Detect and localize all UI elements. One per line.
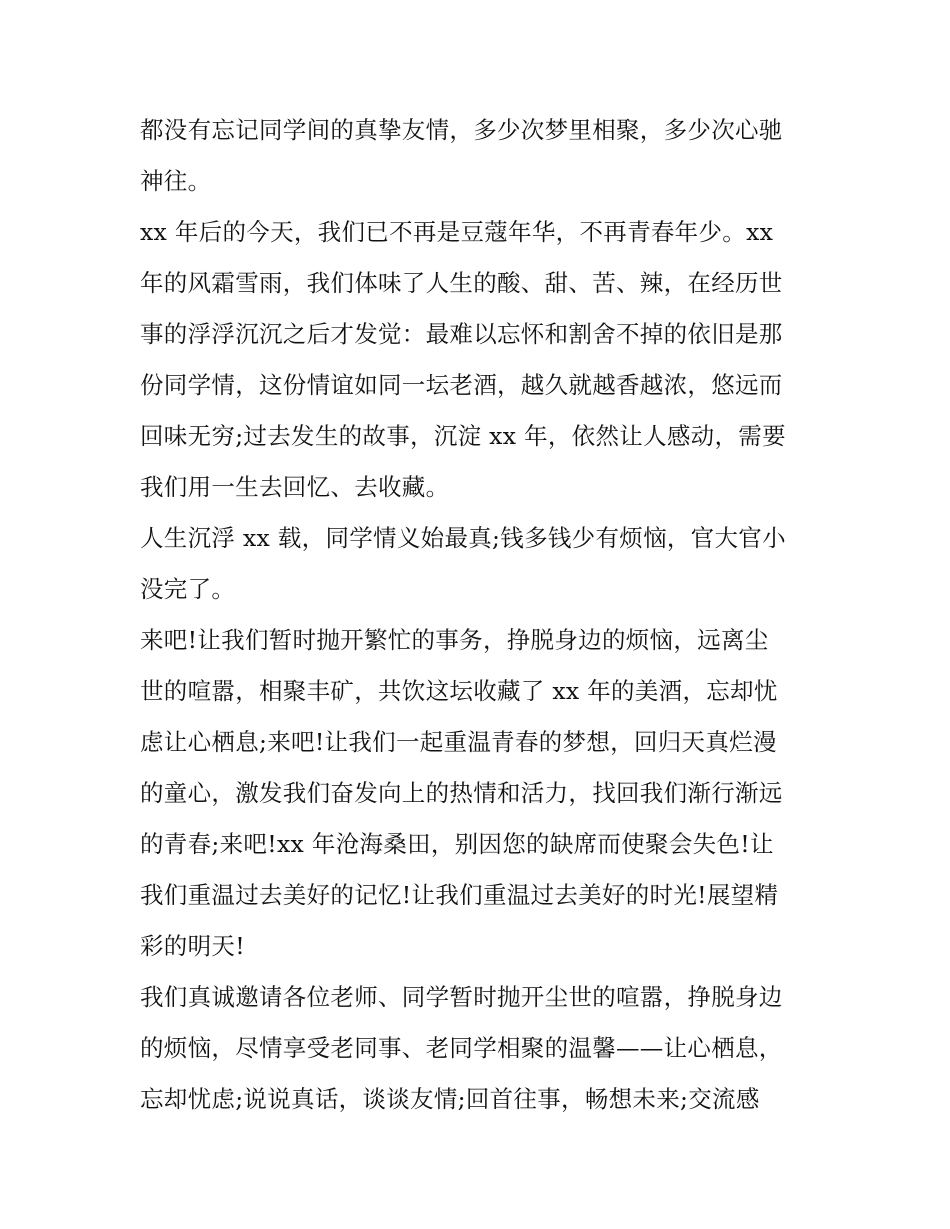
text-line: 虑让心栖息;来吧!让我们一起重温青春的梦想，回归天真烂漫 [140,728,777,756]
text-line: 我们用一生去回忆、去收藏。 [140,473,450,501]
text-line: 年的风霜雪雨，我们体味了人生的酸、甜、苦、辣，在经历世 [140,269,783,297]
text-line: 来吧!让我们暂时抛开繁忙的事务，挣脱身边的烦恼，远离尘 [140,626,769,654]
text-line: 彩的明天! [140,932,245,960]
text-line: 都没有忘记同学间的真挚友情，多少次梦里相聚，多少次心驰 [140,116,783,144]
text-line: 的烦恼，尽情享受老同事、老同学相聚的温馨——让心栖息， [140,1034,783,1062]
text-line: 我们真诚邀请各位老师、同学暂时抛开尘世的喧嚣，挣脱身边 [140,983,783,1011]
text-line: 没完了。 [140,575,236,603]
text-line: 的青春;来吧!xx 年沧海桑田，别因您的缺席而使聚会失色!让 [140,830,774,858]
text-line: 我们重温过去美好的记忆!让我们重温过去美好的时光!展望精 [140,881,779,909]
text-line: 世的喧嚣，相聚丰矿，共饮这坛收藏了 xx 年的美酒，忘却忧 [140,677,778,705]
text-line: 神往。 [140,167,212,195]
text-line: 忘却忧虑;说说真话，谈谈友情;回首往事，畅想未来;交流感 [140,1085,760,1113]
text-line: 回味无穷;过去发生的故事，沉淀 xx 年，依然让人感动，需要 [140,422,786,450]
text-line: xx 年后的今天，我们已不再是豆蔻年华，不再青春年少。xx [140,218,774,246]
text-line: 事的浮浮沉沉之后才发觉：最难以忘怀和割舍不掉的依旧是那 [140,320,783,348]
text-line: 份同学情，这份情谊如同一坛老酒，越久就越香越浓，悠远而 [140,371,783,399]
text-line: 的童心，激发我们奋发向上的热情和活力，找回我们渐行渐远 [140,779,783,807]
text-line: 人生沉浮 xx 载，同学情义始最真;钱多钱少有烦恼，官大官小 [140,524,786,552]
body-text [140,105,820,1125]
